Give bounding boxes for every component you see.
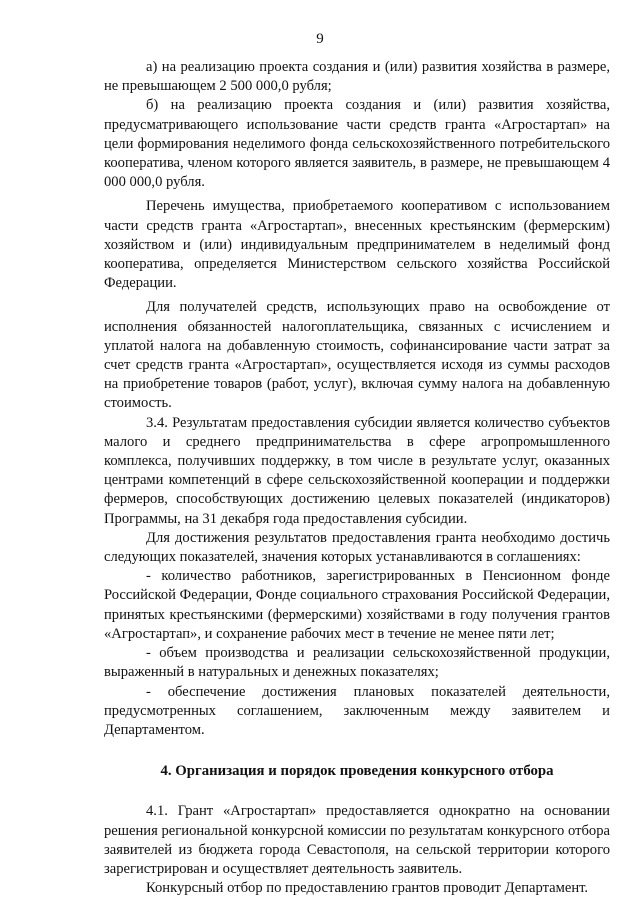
paragraph-item-a: а) на реализацию проекта создания и (или) развития хозяйства в размере, не превышающем 2 500 000,0 рубля; (104, 59, 610, 95)
page-number: 9 (316, 31, 324, 47)
paragraph-property-list: Перечень имущества, приобретаемого кооперативом с использованием части средств гранта «Агростартап», внесенных крестьянским (фермерским) хозяйством и (или) индивидуальным предпринимателем в неделимый фонд кооператива, определяется Министерством сельского хозяйства Российской Федерации. (104, 198, 610, 292)
paragraph-selection-department: Конкурсный отбор по предоставлению грантов проводит Департамент. (146, 880, 589, 897)
paragraph-tax-exemption: Для получателей средств, использующих право на освобождение от исполнения обязанностей налогоплательщика, связанных с исчислением и уплатой налога на добавленную стоимость, софинансирование части затрат за счет средств гранта «Агростартап», осуществляется исходя из суммы расходов на приобретение товаров (работ, услуг), включая сумму налога на добавленную стоимость. (104, 299, 610, 412)
paragraph-4-1-grant: 4.1. Грант «Агростартап» предоставляется однократно на основании решения региональной конкурсной комиссии по результатам конкурсного отбора заявителей из бюджета города Севастополя, на сельской территории которого зарегистрирован и осуществляет деятельность заявитель. (104, 803, 610, 877)
paragraph-indicator-workers: - количество работников, зарегистрированных в Пенсионном фонде Российской Федерации, Фонде социального страхования Российской Федерации, принятых крестьянскими (фермерскими) хозяйствами в году получения грантов «Агростартап», и сохранение рабочих мест в течение не менее пяти лет; (104, 568, 610, 642)
paragraph-indicator-production: - объем производства и реализации сельскохозяйственной продукции, выраженный в натуральных и денежных показателях; (104, 645, 610, 681)
document-body (104, 58, 610, 898)
section-heading: 4. Организация и порядок проведения конкурсного отбора (160, 763, 554, 780)
paragraph-indicator-targets: - обеспечение достижения плановых показателей деятельности, предусмотренных соглашением, заключенным между заявителем и Департаментом. (104, 683, 610, 738)
paragraph-indicators-intro: Для достижения результатов предоставления гранта необходимо достичь следующих показателей, значения которых устанавливаются в соглашениях: (104, 529, 610, 566)
paragraph-item-b: б) на реализацию проекта создания и (или) развития хозяйства, предусматривающего использование части средств гранта «Агростартап» на цели формирования неделимого фонда сельскохозяйственного потребительского кооператива, членом которого является заявитель, в размере, не превышающем 4 000 000,0 рубля. (104, 97, 610, 191)
paragraph-3-4-results: 3.4. Результатам предоставления субсидии является количество субъектов малого и среднего предпринимательства в сфере агропромышленного комплекса, получивших поддержку, в том числе в результате услуг, оказанных центрами компетенций в сфере сельскохозяйственной кооперации и поддержки фермеров, способствующих достижению целевых показателей (индикаторов) Программы, на 31 декабря года предоставления субсидии. (104, 414, 610, 527)
